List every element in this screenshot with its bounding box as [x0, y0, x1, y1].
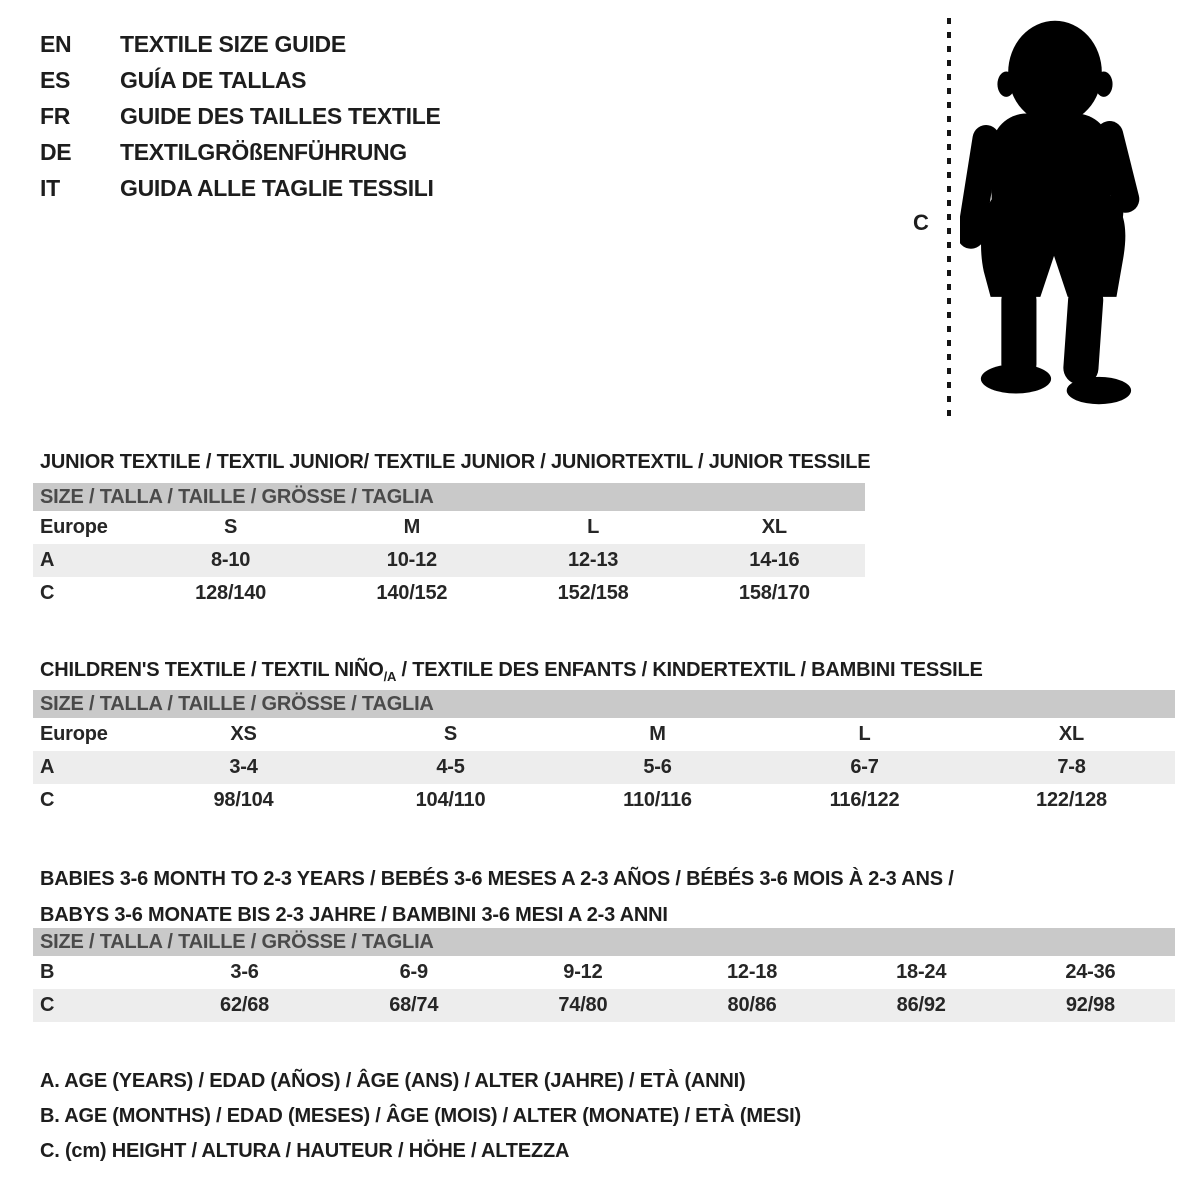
- value-cell: 10-12: [386, 549, 437, 571]
- value-cell: L: [587, 516, 600, 538]
- legend-line-a: A. AGE (YEARS) / EDAD (AÑOS) / ÂGE (ANS) / ALTER (JAHRE) / ETÀ (ANNI): [40, 1070, 746, 1092]
- value-cell: 12-18: [726, 961, 778, 983]
- value-cell: 74/80: [558, 994, 608, 1016]
- value-cell: 98/104: [213, 789, 274, 811]
- language-code: FR: [40, 102, 71, 129]
- value-cell: 128/140: [195, 582, 267, 604]
- legend-line-b: B. AGE (MONTHS) / EDAD (MESES) / ÂGE (MOIS) / ALTER (MONATE) / ETÀ (MESI): [40, 1105, 801, 1127]
- table-row: [33, 577, 865, 610]
- table-header-row: [33, 718, 1175, 751]
- value-cell: 6-7: [850, 756, 879, 778]
- section-title-children: [40, 659, 983, 684]
- language-row: [40, 62, 441, 98]
- value-cell: 122/128: [1036, 789, 1107, 811]
- value-cell: 8-10: [211, 549, 251, 571]
- guide-title: TEXTILGRÖßENFÜHRUNG: [120, 138, 407, 165]
- value-cell: 9-12: [563, 961, 603, 983]
- value-cell: 140/152: [376, 582, 448, 604]
- size-bar-junior: SIZE / TALLA / TAILLE / GRÖSSE / TAGLIA: [33, 483, 865, 511]
- babies-title-line1: BABIES 3-6 MONTH TO 2-3 YEARS / BEBÉS 3-6 MESES A 2-3 AÑOS / BÉBÉS 3-6 MOIS À 2-3 ANS /: [40, 867, 954, 890]
- language-row: [40, 26, 441, 62]
- value-cell: L: [858, 723, 871, 745]
- guide-title: GUÍA DE TALLAS: [120, 66, 307, 93]
- language-title-list: [40, 26, 441, 206]
- size-bar-babies: SIZE / TALLA / TAILLE / GRÖSSE / TAGLIA: [33, 928, 1175, 956]
- row-label-cell: A: [40, 756, 55, 778]
- language-row: [40, 98, 441, 134]
- row-label-cell: B: [40, 961, 55, 983]
- children-size-table: [33, 718, 1175, 817]
- size-bar-children: SIZE / TALLA / TAILLE / GRÖSSE / TAGLIA: [33, 690, 1175, 718]
- row-label-cell: Europe: [40, 723, 108, 745]
- children-title-prefix: CHILDREN'S TEXTILE / TEXTIL NIÑO: [40, 658, 384, 681]
- table-row: [33, 989, 1175, 1022]
- value-cell: 14-16: [749, 549, 800, 571]
- value-cell: 18-24: [896, 961, 947, 983]
- value-cell: 158/170: [738, 582, 810, 604]
- children-title-suffix: / TEXTILE DES ENFANTS / KINDERTEXTIL / BAMBINI TESSILE: [396, 658, 983, 681]
- value-cell: 3-4: [229, 756, 258, 778]
- legend-line-c: C. (cm) HEIGHT / ALTURA / HAUTEUR / HÖHE / ALTEZZA: [40, 1140, 570, 1162]
- value-cell: 6-9: [399, 961, 428, 983]
- table-row: [33, 751, 1175, 784]
- junior-size-table: [33, 511, 865, 610]
- table-row: [33, 956, 1175, 989]
- guide-title: TEXTILE SIZE GUIDE: [120, 30, 346, 57]
- value-cell: 104/110: [415, 789, 486, 811]
- babies-title-line2: BABYS 3-6 MONATE BIS 2-3 JAHRE / BAMBINI 3-6 MESI A 2-3 ANNI: [40, 903, 668, 926]
- value-cell: S: [443, 723, 458, 745]
- language-code: ES: [40, 66, 71, 93]
- toddler-silhouette-shape: [960, 21, 1142, 404]
- value-cell: 7-8: [1057, 756, 1086, 778]
- table-header-row: [33, 511, 865, 544]
- measurement-legend: [40, 1064, 801, 1169]
- value-cell: 116/122: [829, 789, 900, 811]
- value-cell: XL: [1058, 723, 1085, 745]
- row-label-cell: C: [40, 994, 55, 1016]
- value-cell: 80/86: [727, 994, 777, 1016]
- value-cell: 110/116: [623, 789, 692, 811]
- row-label-cell: C: [40, 789, 55, 811]
- value-cell: 86/92: [896, 994, 946, 1016]
- height-measure-label: C: [913, 210, 929, 235]
- table-row: [33, 784, 1175, 817]
- row-label-cell: Europe: [40, 516, 108, 538]
- value-cell: 62/68: [220, 994, 270, 1016]
- height-figure: [905, 10, 1165, 425]
- value-cell: 4-5: [436, 756, 465, 778]
- language-code: IT: [40, 174, 60, 201]
- value-cell: 152/158: [557, 582, 629, 604]
- toddler-silhouette-image: [960, 12, 1150, 412]
- row-label-cell: C: [40, 582, 55, 604]
- section-title-babies: [40, 861, 954, 933]
- guide-title: GUIDE DES TAILLES TEXTILE: [120, 102, 441, 129]
- value-cell: 12-13: [568, 549, 619, 571]
- value-cell: S: [224, 516, 238, 538]
- value-cell: M: [649, 723, 666, 745]
- section-title-junior: JUNIOR TEXTILE / TEXTIL JUNIOR/ TEXTILE JUNIOR / JUNIORTEXTIL / JUNIOR TESSILE: [40, 450, 871, 473]
- value-cell: 3-6: [230, 961, 259, 983]
- value-cell: 24-36: [1065, 961, 1116, 983]
- value-cell: 5-6: [643, 756, 672, 778]
- language-row: [40, 134, 441, 170]
- language-row: [40, 170, 441, 206]
- guide-title: GUIDA ALLE TAGLIE TESSILI: [120, 174, 434, 201]
- value-cell: XS: [230, 723, 257, 745]
- babies-size-table: [33, 956, 1175, 1022]
- language-code: DE: [40, 138, 72, 165]
- language-code: EN: [40, 30, 72, 57]
- height-measure-dashed-line: [947, 18, 951, 418]
- value-cell: XL: [761, 516, 787, 538]
- value-cell: 68/74: [389, 994, 439, 1016]
- children-title-subscript: /A: [383, 668, 397, 684]
- value-cell: 92/98: [1065, 994, 1115, 1016]
- value-cell: M: [403, 516, 421, 538]
- row-label-cell: A: [40, 549, 55, 571]
- table-row: [33, 544, 865, 577]
